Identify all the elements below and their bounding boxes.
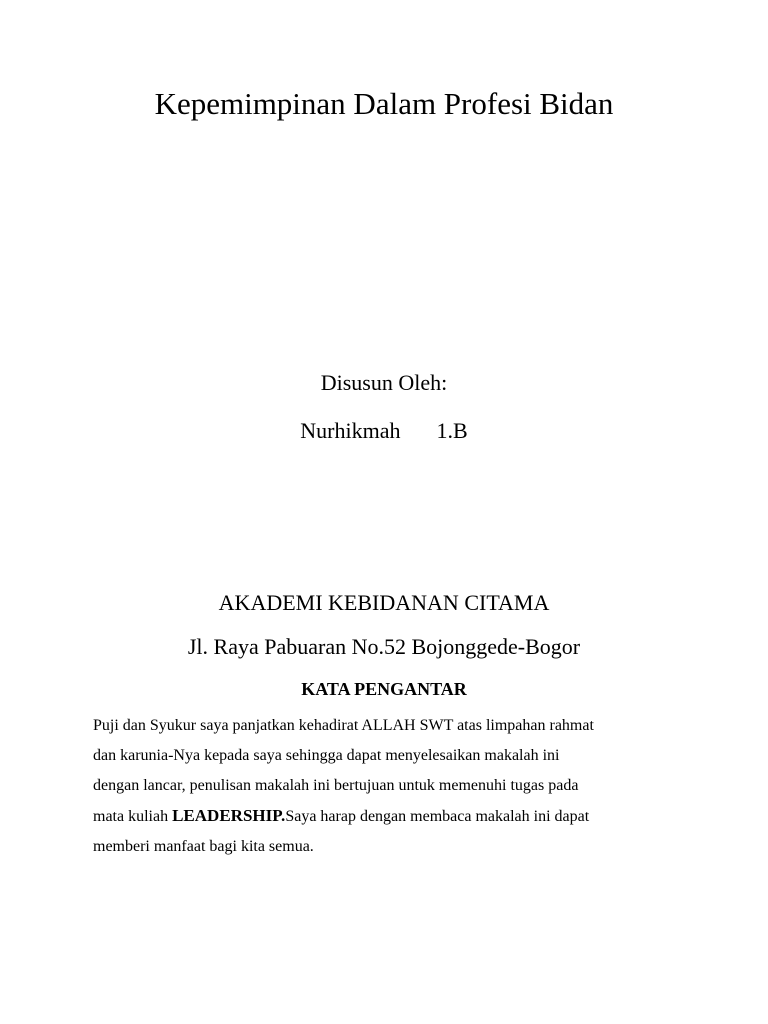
institution-name: AKADEMI KEBIDANAN CITAMA bbox=[218, 590, 550, 615]
paragraph-line bbox=[93, 801, 693, 832]
paragraph-line-prefix: mata kuliah bbox=[93, 808, 173, 825]
preface-paragraph bbox=[93, 711, 693, 862]
author-class: 1.B bbox=[436, 418, 468, 443]
paragraph-line: memberi manfaat bagi kita semua. bbox=[93, 838, 314, 855]
author-line bbox=[0, 416, 768, 446]
paragraph-line: Puji dan Syukur saya panjatkan kehadirat ALLAH SWT atas limpahan rahmat bbox=[93, 717, 594, 734]
paragraph-line: dengan lancar, penulisan makalah ini bertujuan untuk memenuhi tugas pada bbox=[93, 777, 579, 794]
author-name: Nurhikmah bbox=[300, 418, 401, 443]
course-name-emphasis: LEADERSHIP. bbox=[172, 806, 286, 825]
paragraph-line: dan karunia-Nya kepada saya sehingga dapat menyelesaikan makalah ini bbox=[93, 747, 560, 764]
document-title: Kepemimpinan Dalam Profesi Bidan bbox=[154, 86, 614, 121]
paragraph-line-suffix: Saya harap dengan membaca makalah ini dapat bbox=[285, 808, 590, 825]
author-label: Disusun Oleh: bbox=[320, 370, 448, 395]
section-heading: KATA PENGANTAR bbox=[301, 679, 467, 699]
institution-address: Jl. Raya Pabuaran No.52 Bojonggede-Bogor bbox=[187, 634, 581, 659]
